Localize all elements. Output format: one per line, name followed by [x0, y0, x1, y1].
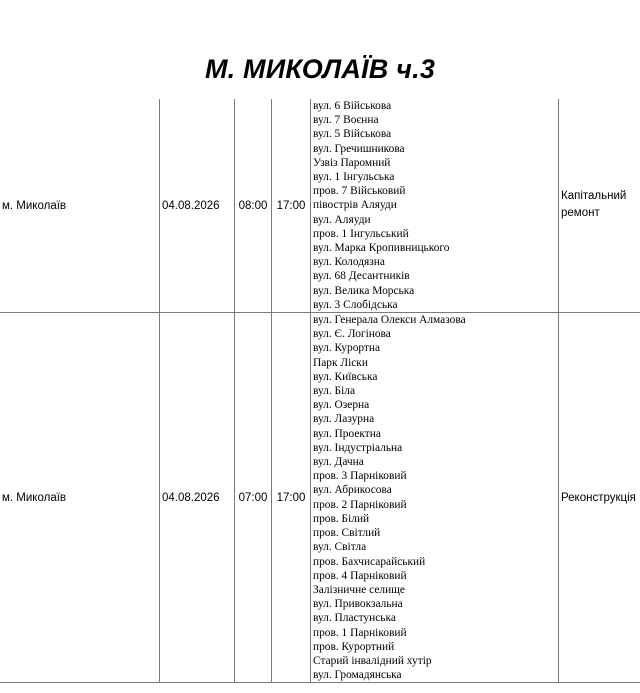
street-item: пров. Білий — [313, 512, 370, 525]
end-time-cell: 17:00 — [272, 313, 311, 683]
street-list — [313, 313, 556, 682]
street-item: вул. Світла — [313, 541, 367, 554]
streets-cell — [311, 313, 559, 683]
street-item: вул. 68 Десантників — [313, 270, 410, 283]
street-item: вул. 6 Військова — [313, 100, 392, 112]
street-item: вул. Курортна — [313, 342, 381, 355]
city-cell: м. Миколаїв — [0, 99, 160, 313]
street-item: пров. 1 Інгульський — [313, 227, 409, 240]
street-item: вул. Дачна — [313, 456, 364, 469]
street-item: вул. Є. Логінова — [313, 328, 391, 341]
work-type-cell: Капітальний ремонт — [559, 99, 640, 313]
date-cell: 04.08.2026 — [160, 313, 235, 683]
street-item: вул. Пластунська — [313, 612, 396, 625]
street-item: Залізничне селище — [313, 583, 405, 596]
street-item: вул. Озерна — [313, 399, 370, 412]
street-item: вул. Київська — [313, 370, 378, 383]
street-item: півострів Аляуди — [313, 199, 397, 212]
street-item: вул. Привокзальна — [313, 598, 403, 611]
street-item: вул. 3 Слобідська — [313, 298, 398, 311]
street-item: пров. 3 Парніковий — [313, 470, 407, 483]
street-item: вул. Аляуди — [313, 213, 371, 226]
streets-cell — [311, 99, 559, 313]
street-item: вул. Марка Кропивницького — [313, 242, 450, 255]
street-item: вул. 5 Військова — [313, 128, 392, 141]
street-item: вул. Гречишникова — [313, 142, 405, 155]
street-item: Узвіз Паромний — [313, 156, 391, 169]
start-time-cell: 08:00 — [235, 99, 272, 313]
street-item: вул. 1 Інгульська — [313, 171, 395, 184]
street-item: вул. Генерала Олекси Алмазова — [313, 314, 466, 327]
street-item: вул. Проектна — [313, 427, 381, 440]
city-cell: м. Миколаїв — [0, 313, 160, 683]
street-item: Старий інвалідний хутір — [313, 654, 432, 667]
outage-table — [0, 99, 640, 683]
street-item: пров. 2 Парніковий — [313, 498, 407, 511]
street-item: пров. 7 Військовий — [313, 185, 406, 198]
street-item: вул. Громадянська — [313, 669, 402, 682]
street-item: Парк Ліски — [313, 356, 368, 369]
start-time-cell: 07:00 — [235, 313, 272, 683]
street-item: вул. Індустріальна — [313, 441, 403, 454]
table-row — [0, 99, 640, 313]
work-type-cell: Реконструкція — [559, 313, 640, 683]
street-item: пров. 4 Парніковий — [313, 569, 407, 582]
end-time-cell: 17:00 — [272, 99, 311, 313]
street-item: вул. Колодязна — [313, 256, 385, 269]
table-row — [0, 313, 640, 683]
street-item: вул. Біла — [313, 385, 356, 398]
street-item: пров. Бахчисарайський — [313, 555, 426, 568]
street-item: вул. 7 Воєнна — [313, 114, 379, 127]
street-item: вул. Лазурна — [313, 413, 375, 426]
date-cell: 04.08.2026 — [160, 99, 235, 313]
street-item: вул. Велика Морська — [313, 284, 415, 297]
street-item: пров. 1 Парніковий — [313, 626, 407, 639]
page-title: М. МИКОЛАЇВ ч.3 — [204, 54, 436, 84]
street-list — [313, 99, 556, 312]
street-item: вул. Абрикосова — [313, 484, 392, 497]
street-item: пров. Світлий — [313, 527, 381, 540]
street-item: пров. Курортний — [313, 640, 395, 653]
